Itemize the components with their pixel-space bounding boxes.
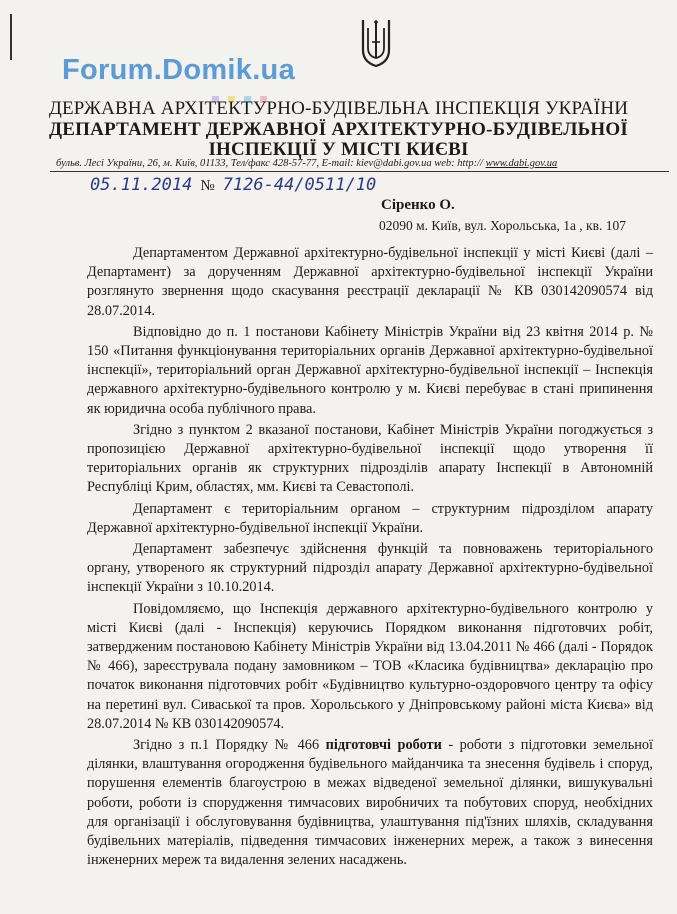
registration-line: [90, 175, 376, 195]
header-department: ДЕПАРТАМЕНТ ДЕРЖАВНОЇ АРХІТЕКТУРНО-БУДІВЕЛЬНОЇ: [49, 119, 628, 140]
recipient-name: Сіренко О.: [381, 197, 455, 213]
definition-term: підготовчі роботи: [325, 737, 442, 754]
registration-date: 05.11.2014: [90, 175, 193, 195]
contact-address: бульв. Лесі України, 26, м. Київ, 01133, Тел/факс 428-57-77, E-mail: kiev@dabi.gov.ua web: http://: [56, 158, 483, 169]
header-city: ІНСПЕКЦІЇ У МІСТІ КИЄВІ: [208, 139, 469, 160]
definition-lead: Згідно з п.1 Порядку № 466: [133, 737, 326, 754]
registration-number: 7126-44/0511/10: [222, 175, 377, 195]
paragraph: Повідомляємо, що Інспекція державного архітектурно-будівельного контролю у місті Києві (далі - Інспекція) керуючись Порядком виконання підготовчих робіт, затвердженим постановою Кабінету Міністрів України від 13.04.2011 № 466 (далі - Порядок № 466), зареєструвала подану замовником – ТОВ «Класика будівництва» декларацію про початок виконання підготовчих робіт «Будівництво культурно-оздоровчого центру та офісу на перетині вул. Сиваської та пров. Хорольського у Дніпровському районі міста Києва» від 28.07.2014 № КВ 030142090574.: [87, 600, 653, 732]
header-contact: [56, 158, 557, 169]
header-divider: [50, 171, 669, 172]
forum-watermark: Forum.Domik.ua: [62, 54, 295, 86]
paragraph: Департаментом Державної архітектурно-будівельної інспекції у місті Києві (далі – Департамент) за дорученням Державної архітектурно-будівельної інспекції України розглянуто звернення щодо скасування реєстрації декларації № КВ 030142090574 від 28.07.2014.: [87, 245, 653, 319]
paragraph: Департамент забезпечує здійснення функцій та повноважень територіального органу, утвореного як структурний підрозділ апарату Державної архітектурно-будівельної інспекції України з 10.10.2014.: [87, 541, 653, 596]
paragraph: Департамент є територіальним органом – структурним підрозділом апарату Державної архітектурно-будівельної інспекції України.: [87, 500, 653, 536]
letter-body: [87, 244, 653, 873]
recipient-address: 02090 м. Київ, вул. Хорольська, 1а , кв. 107: [379, 218, 626, 233]
scan-edge-mark: [10, 14, 12, 60]
paragraph: Відповідно до п. 1 постанови Кабінету Міністрів України від 23 квітня 2014 р. № 150 «Питання функціонування територіальних органів Державної архітектурно-будівельної інспекції», територіальний орган Державної архітектурно-будівельної інспекції – Інспекція державного архітектурно-будівельного контролю у м. Києві перебуває в стані припинення як юридична особа публічного права.: [87, 323, 653, 417]
header-agency: ДЕРЖАВНА АРХІТЕКТУРНО-БУДІВЕЛЬНА ІНСПЕКЦІЯ УКРАЇНИ: [48, 98, 629, 119]
paragraph: Згідно з пунктом 2 вказаної постанови, Кабінет Міністрів України погоджується з пропозицією Державної архітектурно-будівельної інспекції щодо утворення її територіальних органів як структурних підрозділів апарату Інспекції в Автономній Республіці Крим, областях, мм. Києві та Севастополі.: [87, 421, 653, 496]
contact-website-link[interactable]: www.dabi.gov.ua: [485, 158, 558, 169]
number-sign: №: [200, 178, 215, 194]
paragraph-definition: [87, 736, 653, 870]
definition-text: - роботи з підготовки земельної ділянки, влаштування огородження будівельного майданчика та знесення будівель і споруд, порушення елементів благоустрою в межах відведеної земельної ділянки, вишукувальні роботи, роботи із спорудження тимчасових виробничих та побутових споруд, необхідних для організації і обслуговування будівництва, улаштування під'їзних шляхів, складування будівельних матеріалів, підведення тимчасових інженерних мереж, а також з винесення інженерних мереж та видалення зелених насаджень.: [87, 737, 653, 869]
coat-of-arms-icon: [360, 16, 392, 68]
